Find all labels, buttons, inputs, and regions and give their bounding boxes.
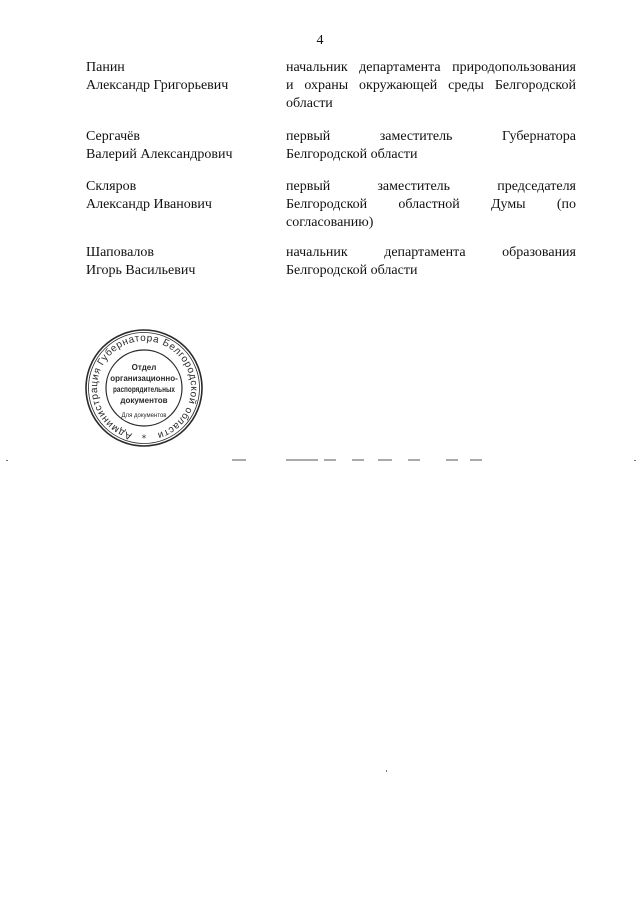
official-seal xyxy=(84,327,204,451)
position-line: первый заместитель Губернатора xyxy=(286,129,576,144)
position-line: начальник департамента образования xyxy=(286,245,576,260)
page-number: 4 xyxy=(316,33,324,48)
member-given-names: Александр Григорьевич xyxy=(86,78,229,93)
position-line: области xyxy=(286,96,333,111)
member-name xyxy=(86,128,276,164)
member-name xyxy=(86,244,276,280)
position-line: и охраны окружающей среды Белгородской xyxy=(286,78,576,93)
position-line: согласованию) xyxy=(286,215,374,230)
seal-bottom-text: Для документов xyxy=(121,413,167,419)
position-line: начальник департамента природопользования xyxy=(286,60,576,75)
seal-center-line: документов xyxy=(120,396,168,405)
member-surname: Скляров xyxy=(86,179,137,194)
member-given-names: Валерий Александрович xyxy=(86,147,233,162)
seal-center-line: организационно- xyxy=(110,374,178,383)
scan-speck xyxy=(6,460,8,461)
scan-rule xyxy=(232,458,502,462)
member-position xyxy=(286,244,576,280)
member-given-names: Александр Иванович xyxy=(86,197,212,212)
member-position xyxy=(286,178,576,232)
star-icon: * xyxy=(141,434,147,444)
member-position xyxy=(286,128,576,164)
position-line: Белгородской области xyxy=(286,263,418,278)
member-name xyxy=(86,59,276,95)
scan-speck xyxy=(634,460,636,461)
position-line: первый заместитель председателя xyxy=(286,179,576,194)
member-name xyxy=(86,178,276,214)
seal-center-line: Отдел xyxy=(131,363,157,372)
member-surname: Сергачёв xyxy=(86,129,140,144)
seal-ring-text: Администрация Губернатора Белгородской области xyxy=(88,332,200,442)
member-given-names: Игорь Васильевич xyxy=(86,263,196,278)
member-surname: Шаповалов xyxy=(86,245,155,260)
member-surname: Панин xyxy=(86,60,125,75)
position-line: Белгородской областной Думы (по xyxy=(286,197,576,212)
seal-center-line: распорядительных xyxy=(113,385,176,394)
scan-speck xyxy=(386,770,387,772)
member-position xyxy=(286,59,576,113)
position-line: Белгородской области xyxy=(286,147,418,162)
